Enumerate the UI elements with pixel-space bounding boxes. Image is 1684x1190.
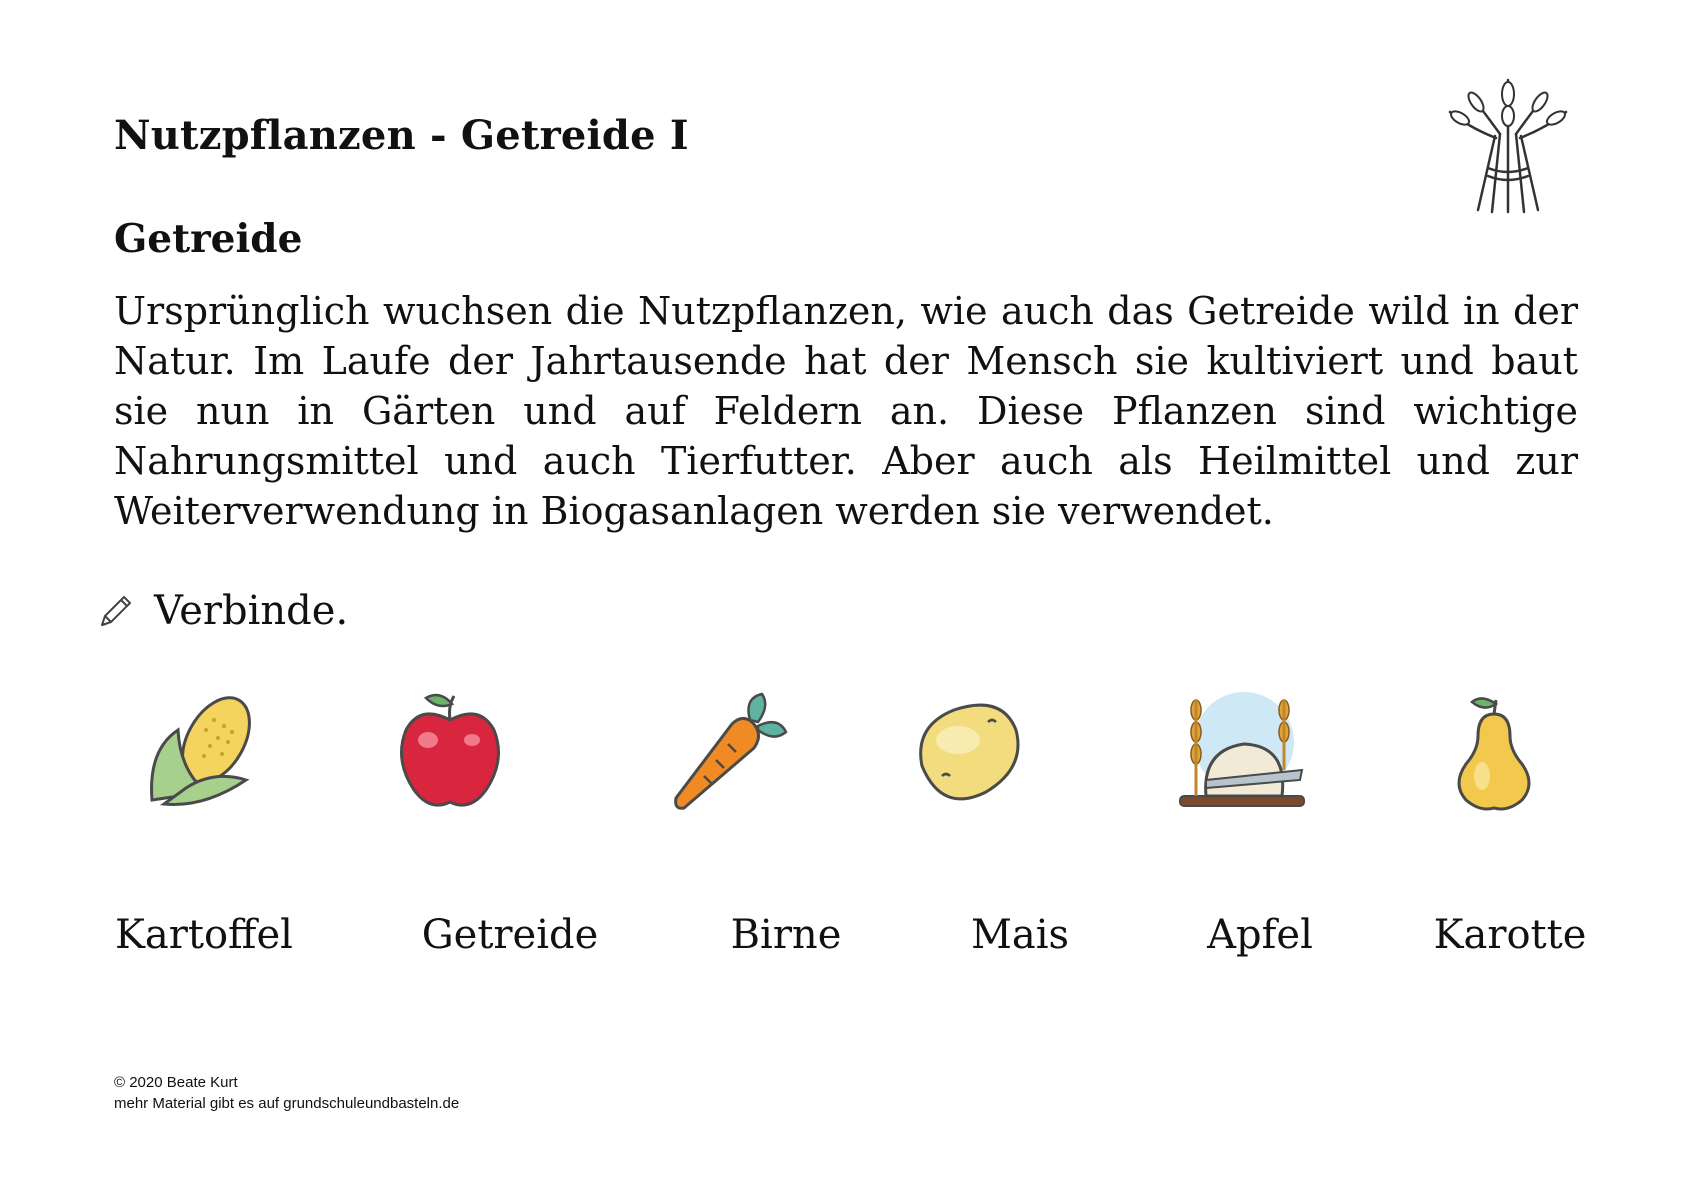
word-mais: Mais [970, 912, 1070, 958]
word-kartoffel: Kartoffel [115, 912, 293, 958]
more-material-text: mehr Material gibt es auf grundschuleundbasteln.de [114, 1095, 460, 1112]
wheat-sheaf-icon [1440, 72, 1576, 222]
word-getreide: Getreide [421, 912, 599, 958]
task-instruction [96, 588, 348, 634]
page-title: Nutzpflanzen - Getreide I [114, 112, 689, 159]
word-karotte: Karotte [1433, 912, 1587, 958]
copyright-text: © 2020 Beate Kurt [114, 1074, 238, 1091]
pear-icon [1424, 680, 1564, 820]
pencil-icon [96, 591, 136, 631]
task-label: Verbinde. [154, 588, 349, 634]
grain-bread-icon [1170, 680, 1310, 820]
carrot-icon [654, 680, 794, 820]
potato-icon [898, 680, 1038, 820]
footer [114, 1072, 459, 1114]
intro-paragraph: Ursprünglich wuchsen die Nutzpflanzen, wie auch das Getreide wild in der Natur. Im Laufe der Jahrtausende hat der Mensch sie kultiviert und baut sie nun in Gärten und auf Feldern an. Diese Pflanzen sind wichtige Nahrungsmittel und auch Tierfutter. Aber auch als Heilmittel und zur Weiterverwendung in Biogasanlagen werden sie verwendet. [114, 289, 1578, 533]
section-subtitle: Getreide [114, 216, 303, 262]
word-birne: Birne [730, 912, 842, 958]
apple-icon [380, 680, 520, 820]
corn-icon [134, 680, 274, 820]
word-apfel: Apfel [1207, 912, 1313, 958]
